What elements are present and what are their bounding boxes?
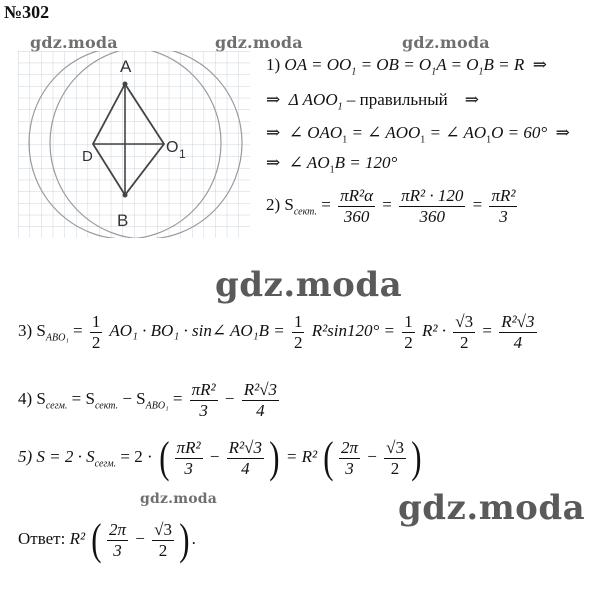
watermark: gdz.moda — [140, 491, 218, 507]
label-B: B — [117, 211, 129, 230]
watermark-large: gdz.moda — [398, 488, 586, 528]
geometry-figure — [18, 51, 250, 238]
watermark: gdz.moda — [402, 33, 490, 52]
step-3-triangle-area: 3) $S_{ABO_1}$ = $\frac{1}{2}$ AO₁ · BO₁ · sin∠ AO₁B = $\frac{1}{2}$ R²sin120° = $\frac{1}{2}$ R² · $\frac{√3}{2}$ = $\frac{\text{R²√3}}{4}$ — [18, 312, 535, 352]
label-D: D — [82, 148, 93, 165]
problem-number: №302 — [4, 2, 50, 22]
watermark-large: gdz.moda — [215, 265, 403, 305]
label-A: A — [120, 57, 132, 76]
step-1-triangle: ⇒ Δ $AOO_1$ – правильный ⇒ — [266, 90, 479, 113]
step-2-sector-area: 2) $S_{сект.}$ = $\frac{\text{πR²α}}{360}$ = $\frac{\text{πR² · 120}}{360}$ = $\frac{\text{πR²}}{3}$ — [266, 186, 516, 226]
watermark: gdz.moda — [30, 33, 118, 52]
step-1-angles: ⇒ ∠ $OAO_1$ = ∠ $AOO_1$ = ∠ $AO_1O = 60^\circ$ ⇒ — [266, 123, 570, 146]
step-1-line: 1) OA = $OO_1$ = OB = $O_1A = O_1B = R$ ⇒ — [266, 55, 548, 78]
step-5-total-area: 5) $S = 2 \cdot S_{сегм.} = 2$ · ( $\frac{\text{πR²}}{3}$ − $\frac{\text{R²√3}}{4}$ ) = R² ( $\frac{2\pi}{3}$ − $\frac{√3}{2}$ ) — [18, 433, 422, 482]
label-O1-sub: 1 — [179, 147, 186, 161]
label-O1: O — [166, 139, 179, 156]
step-1-result: ⇒ ∠ $AO_1B = 120^\circ$ — [266, 153, 398, 176]
answer-line: Ответ: R² ( $\frac{2\pi}{3}$ − $\frac{√3}{2}$ ) . — [18, 515, 196, 564]
watermark: gdz.moda — [215, 33, 303, 52]
step-4-segment-area: 4) $S_{сегм.} = S_{сект.} - S_{ABO_1}$ = $\frac{\text{πR²}}{3}$ − $\frac{\text{R²√3}}{4}$ — [18, 380, 278, 420]
